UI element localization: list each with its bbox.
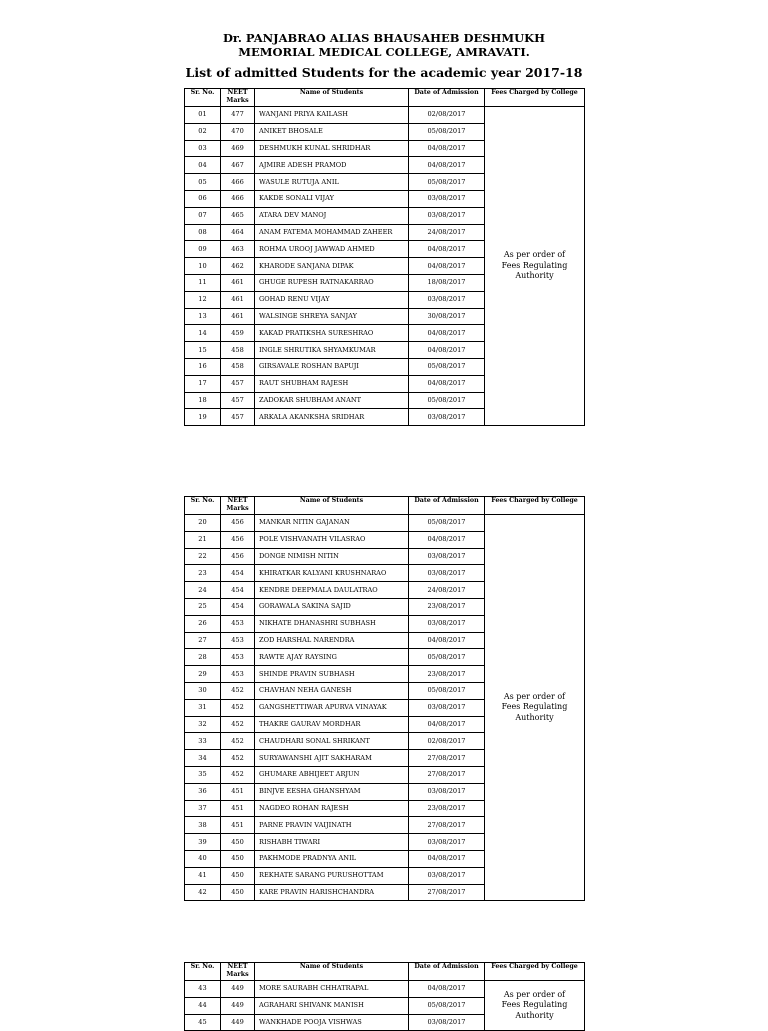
neet-marks-cell: 461: [221, 274, 255, 291]
neet-marks-cell: 457: [221, 409, 255, 426]
student-name-cell: ROHMA UROOJ JAWWAD AHMED: [255, 241, 409, 258]
admission-date-cell: 05/08/2017: [409, 515, 485, 532]
neet-marks-cell: 454: [221, 565, 255, 582]
sr-no-cell: 30: [185, 682, 221, 699]
column-header-date: Date of Admission: [409, 89, 485, 107]
admission-date-cell: 03/08/2017: [409, 207, 485, 224]
student-name-cell: KHIRATKAR KALYANI KRUSHNARAO: [255, 565, 409, 582]
sr-no-cell: 04: [185, 157, 221, 174]
sr-no-cell: 20: [185, 515, 221, 532]
sr-no-cell: 45: [185, 1014, 221, 1031]
sr-no-cell: 38: [185, 817, 221, 834]
neet-marks-cell: 463: [221, 241, 255, 258]
sr-no-cell: 41: [185, 867, 221, 884]
sr-no-cell: 29: [185, 666, 221, 683]
admission-date-cell: 05/08/2017: [409, 997, 485, 1014]
neet-marks-cell: 461: [221, 291, 255, 308]
admission-date-cell: 04/08/2017: [409, 375, 485, 392]
column-header-name: Name of Students: [255, 497, 409, 515]
column-header-sr-no: Sr. No.: [185, 89, 221, 107]
sr-no-cell: 24: [185, 582, 221, 599]
student-name-cell: DESHMUKH KUNAL SHRIDHAR: [255, 140, 409, 157]
student-name-cell: AJMIRE ADESH PRAMOD: [255, 157, 409, 174]
neet-marks-cell: 459: [221, 325, 255, 342]
neet-marks-cell: 462: [221, 258, 255, 275]
student-name-cell: THAKRE GAURAV MORDHAR: [255, 716, 409, 733]
student-name-cell: KAKAD PRATIKSHA SURESHRAO: [255, 325, 409, 342]
admission-date-cell: 04/08/2017: [409, 981, 485, 998]
neet-marks-cell: 470: [221, 123, 255, 140]
neet-marks-cell: 450: [221, 834, 255, 851]
sr-no-cell: 15: [185, 342, 221, 359]
sr-no-cell: 03: [185, 140, 221, 157]
admission-date-cell: 05/08/2017: [409, 649, 485, 666]
sr-no-cell: 16: [185, 358, 221, 375]
sr-no-cell: 33: [185, 733, 221, 750]
student-name-cell: WASULE RUTUJA ANIL: [255, 174, 409, 191]
student-name-cell: PARNE PRAVIN VAIJINATH: [255, 817, 409, 834]
neet-marks-cell: 454: [221, 582, 255, 599]
admission-date-cell: 04/08/2017: [409, 157, 485, 174]
column-header-fees: Fees Charged by College: [485, 963, 585, 981]
sr-no-cell: 27: [185, 632, 221, 649]
student-name-cell: GANGSHETTIWAR APURVA VINAYAK: [255, 699, 409, 716]
admission-date-cell: 03/08/2017: [409, 834, 485, 851]
student-name-cell: KAKDE SONALI VIJAY: [255, 190, 409, 207]
neet-marks-cell: 456: [221, 548, 255, 565]
neet-marks-cell: 469: [221, 140, 255, 157]
neet-marks-cell: 477: [221, 107, 255, 124]
sr-no-cell: 31: [185, 699, 221, 716]
neet-marks-cell: 461: [221, 308, 255, 325]
admission-date-cell: 30/08/2017: [409, 308, 485, 325]
student-name-cell: NIKHATE DHANASHRI SUBHASH: [255, 615, 409, 632]
student-name-cell: ZADOKAR SHUBHAM ANANT: [255, 392, 409, 409]
student-name-cell: NAGDEO ROHAN RAJESH: [255, 800, 409, 817]
admission-date-cell: 23/08/2017: [409, 666, 485, 683]
student-name-cell: CHAUDHARI SONAL SHRIKANT: [255, 733, 409, 750]
neet-marks-cell: 454: [221, 598, 255, 615]
sr-no-cell: 05: [185, 174, 221, 191]
table-header-row: [185, 89, 585, 107]
admission-date-cell: 03/08/2017: [409, 867, 485, 884]
neet-marks-cell: 451: [221, 800, 255, 817]
student-name-cell: POLE VISHVANATH VILASRAO: [255, 531, 409, 548]
sr-no-cell: 43: [185, 981, 221, 998]
neet-marks-cell: 466: [221, 190, 255, 207]
student-name-cell: MANKAR NITIN GAJANAN: [255, 515, 409, 532]
sr-no-cell: 22: [185, 548, 221, 565]
sr-no-cell: 09: [185, 241, 221, 258]
college-name-line2: MEMORIAL MEDICAL COLLEGE, AMRAVATI.: [238, 45, 530, 59]
sr-no-cell: 36: [185, 783, 221, 800]
sr-no-cell: 08: [185, 224, 221, 241]
sr-no-cell: 11: [185, 274, 221, 291]
sr-no-cell: 01: [185, 107, 221, 124]
sr-no-cell: 44: [185, 997, 221, 1014]
column-header-date: Date of Admission: [409, 963, 485, 981]
admission-date-cell: 03/08/2017: [409, 615, 485, 632]
sr-no-cell: 23: [185, 565, 221, 582]
neet-marks-cell: 452: [221, 766, 255, 783]
sr-no-cell: 07: [185, 207, 221, 224]
student-name-cell: WANJANI PRIYA KAILASH: [255, 107, 409, 124]
sr-no-cell: 06: [185, 190, 221, 207]
admission-date-cell: 27/08/2017: [409, 817, 485, 834]
neet-marks-cell: 457: [221, 392, 255, 409]
fees-note-cell: As per order of Fees Regulating Authority: [485, 515, 585, 901]
neet-marks-cell: 451: [221, 783, 255, 800]
student-name-cell: INGLE SHRUTIKA SHYAMKUMAR: [255, 342, 409, 359]
neet-marks-cell: 452: [221, 699, 255, 716]
admission-date-cell: 04/08/2017: [409, 241, 485, 258]
neet-marks-cell: 449: [221, 981, 255, 998]
student-name-cell: GOHAD RENU VIJAY: [255, 291, 409, 308]
sr-no-cell: 42: [185, 884, 221, 901]
neet-marks-cell: 456: [221, 515, 255, 532]
student-name-cell: RAUT SHUBHAM RAJESH: [255, 375, 409, 392]
student-name-cell: GORAWALA SAKINA SAJID: [255, 598, 409, 615]
sr-no-cell: 32: [185, 716, 221, 733]
sr-no-cell: 39: [185, 834, 221, 851]
neet-marks-cell: 451: [221, 817, 255, 834]
student-name-cell: SURYAWANSHI AJIT SAKHARAM: [255, 750, 409, 767]
column-header-name: Name of Students: [255, 89, 409, 107]
admission-date-cell: 05/08/2017: [409, 392, 485, 409]
sr-no-cell: 21: [185, 531, 221, 548]
admission-date-cell: 27/08/2017: [409, 766, 485, 783]
admission-date-cell: 03/08/2017: [409, 699, 485, 716]
column-header-neet-marks: NEET Marks: [221, 963, 255, 981]
neet-marks-cell: 449: [221, 1014, 255, 1031]
sr-no-cell: 14: [185, 325, 221, 342]
column-header-sr-no: Sr. No.: [185, 963, 221, 981]
student-name-cell: BINJVE EESHA GHANSHYAM: [255, 783, 409, 800]
student-name-cell: KHARODE SANJANA DIPAK: [255, 258, 409, 275]
admission-date-cell: 24/08/2017: [409, 582, 485, 599]
admission-table: [184, 88, 585, 426]
student-name-cell: DONGE NIMISH NITIN: [255, 548, 409, 565]
sr-no-cell: 19: [185, 409, 221, 426]
admission-date-cell: 05/08/2017: [409, 682, 485, 699]
neet-marks-cell: 452: [221, 733, 255, 750]
student-name-cell: SHINDE PRAVIN SUBHASH: [255, 666, 409, 683]
admission-date-cell: 02/08/2017: [409, 733, 485, 750]
student-name-cell: PAKHMODE PRADNYA ANIL: [255, 850, 409, 867]
table-row: [185, 107, 585, 124]
admission-date-cell: 04/08/2017: [409, 632, 485, 649]
sr-no-cell: 25: [185, 598, 221, 615]
neet-marks-cell: 450: [221, 867, 255, 884]
sr-no-cell: 37: [185, 800, 221, 817]
student-name-cell: RISHABH TIWARI: [255, 834, 409, 851]
student-name-cell: GHUMARE ABHIJEET ARJUN: [255, 766, 409, 783]
neet-marks-cell: 449: [221, 997, 255, 1014]
student-name-cell: RAWTE AJAY RAYSING: [255, 649, 409, 666]
student-name-cell: GHUGE RUPESH RATNAKARRAO: [255, 274, 409, 291]
table-row: [185, 981, 585, 998]
admission-date-cell: 05/08/2017: [409, 174, 485, 191]
student-name-cell: ZOD HARSHAL NARENDRA: [255, 632, 409, 649]
neet-marks-cell: 465: [221, 207, 255, 224]
admission-date-cell: 03/08/2017: [409, 548, 485, 565]
admission-date-cell: 04/08/2017: [409, 258, 485, 275]
sr-no-cell: 17: [185, 375, 221, 392]
admission-table: [184, 962, 585, 1031]
student-name-cell: KENDRE DEEPMALA DAULATRAO: [255, 582, 409, 599]
neet-marks-cell: 450: [221, 850, 255, 867]
fees-note-cell: As per order of Fees Regulating Authority: [485, 107, 585, 426]
neet-marks-cell: 452: [221, 750, 255, 767]
neet-marks-cell: 453: [221, 632, 255, 649]
table-row: [185, 515, 585, 532]
admission-date-cell: 23/08/2017: [409, 598, 485, 615]
admission-date-cell: 03/08/2017: [409, 1014, 485, 1031]
neet-marks-cell: 453: [221, 615, 255, 632]
student-name-cell: WALSINGE SHREYA SANJAY: [255, 308, 409, 325]
column-header-sr-no: Sr. No.: [185, 497, 221, 515]
sr-no-cell: 12: [185, 291, 221, 308]
admission-date-cell: 03/08/2017: [409, 190, 485, 207]
neet-marks-cell: 453: [221, 666, 255, 683]
table-header-row: [185, 963, 585, 981]
admission-date-cell: 18/08/2017: [409, 274, 485, 291]
admission-date-cell: 03/08/2017: [409, 565, 485, 582]
column-header-date: Date of Admission: [409, 497, 485, 515]
admission-date-cell: 24/08/2017: [409, 224, 485, 241]
admission-date-cell: 03/08/2017: [409, 783, 485, 800]
admission-date-cell: 04/08/2017: [409, 850, 485, 867]
student-name-cell: ARKALA AKANKSHA SRIDHAR: [255, 409, 409, 426]
admission-date-cell: 04/08/2017: [409, 325, 485, 342]
neet-marks-cell: 464: [221, 224, 255, 241]
sr-no-cell: 35: [185, 766, 221, 783]
admission-date-cell: 27/08/2017: [409, 884, 485, 901]
sr-no-cell: 34: [185, 750, 221, 767]
admission-date-cell: 05/08/2017: [409, 123, 485, 140]
admission-table: [184, 496, 585, 901]
fees-note-cell: As per order of Fees Regulating Authority: [485, 981, 585, 1031]
student-name-cell: ANIKET BHOSALE: [255, 123, 409, 140]
neet-marks-cell: 467: [221, 157, 255, 174]
sr-no-cell: 26: [185, 615, 221, 632]
admission-date-cell: 04/08/2017: [409, 140, 485, 157]
admission-date-cell: 04/08/2017: [409, 342, 485, 359]
sr-no-cell: 02: [185, 123, 221, 140]
neet-marks-cell: 452: [221, 716, 255, 733]
student-name-cell: GIRSAVALE ROSHAN BAPUJI: [255, 358, 409, 375]
admission-date-cell: 27/08/2017: [409, 750, 485, 767]
student-name-cell: ATARA DEV MANOJ: [255, 207, 409, 224]
student-name-cell: KARE PRAVIN HARISHCHANDRA: [255, 884, 409, 901]
neet-marks-cell: 453: [221, 649, 255, 666]
neet-marks-cell: 466: [221, 174, 255, 191]
neet-marks-cell: 458: [221, 342, 255, 359]
admission-date-cell: 04/08/2017: [409, 716, 485, 733]
neet-marks-cell: 452: [221, 682, 255, 699]
sr-no-cell: 13: [185, 308, 221, 325]
column-header-fees: Fees Charged by College: [485, 497, 585, 515]
student-name-cell: WANKHADE POOJA VISHWAS: [255, 1014, 409, 1031]
admission-date-cell: 05/08/2017: [409, 358, 485, 375]
admission-date-cell: 03/08/2017: [409, 409, 485, 426]
sr-no-cell: 28: [185, 649, 221, 666]
column-header-name: Name of Students: [255, 963, 409, 981]
admission-date-cell: 02/08/2017: [409, 107, 485, 124]
student-name-cell: MORE SAURABH CHHATRAPAL: [255, 981, 409, 998]
sr-no-cell: 10: [185, 258, 221, 275]
column-header-fees: Fees Charged by College: [485, 89, 585, 107]
admission-date-cell: 23/08/2017: [409, 800, 485, 817]
student-name-cell: AGRAHARI SHIVANK MANISH: [255, 997, 409, 1014]
document-title: List of admitted Students for the academic year 2017-18: [185, 65, 583, 80]
neet-marks-cell: 450: [221, 884, 255, 901]
sr-no-cell: 18: [185, 392, 221, 409]
student-name-cell: REKHATE SARANG PURUSHOTTAM: [255, 867, 409, 884]
sr-no-cell: 40: [185, 850, 221, 867]
column-header-neet-marks: NEET Marks: [221, 89, 255, 107]
student-name-cell: CHAVHAN NEHA GANESH: [255, 682, 409, 699]
neet-marks-cell: 457: [221, 375, 255, 392]
neet-marks-cell: 458: [221, 358, 255, 375]
college-name-line1: Dr. PANJABRAO ALIAS BHAUSAHEB DESHMUKH: [222, 31, 546, 45]
admission-date-cell: 03/08/2017: [409, 291, 485, 308]
neet-marks-cell: 456: [221, 531, 255, 548]
student-name-cell: ANAM FATEMA MOHAMMAD ZAHEER: [255, 224, 409, 241]
admission-date-cell: 04/08/2017: [409, 531, 485, 548]
table-header-row: [185, 497, 585, 515]
column-header-neet-marks: NEET Marks: [221, 497, 255, 515]
